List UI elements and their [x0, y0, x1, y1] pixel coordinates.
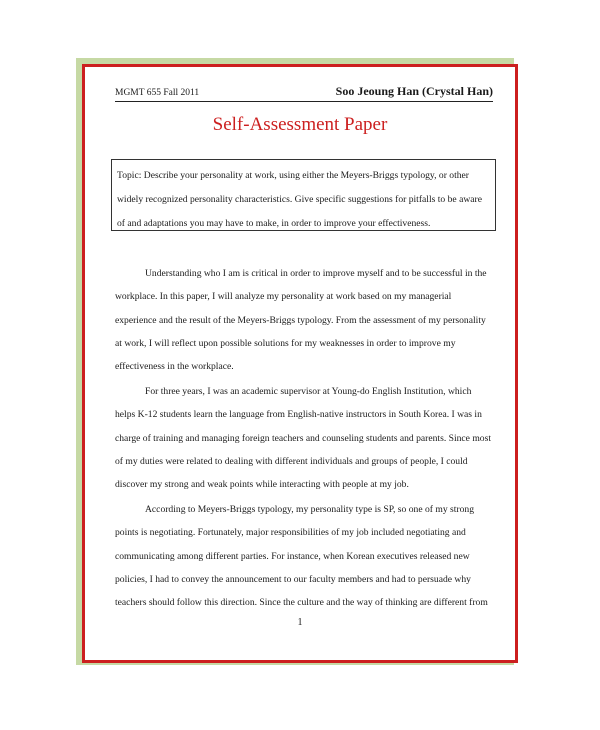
course-label: MGMT 655 Fall 2011	[115, 88, 200, 98]
page-title: Self-Assessment Paper	[212, 114, 388, 135]
page-number: 1	[297, 617, 303, 628]
document-page	[82, 64, 518, 663]
topic-box: Topic: Describe your personality at work, using either the Meyers-Briggs typology, or other widely recognized personality characteristics. Give specific suggestions for pitfalls to be aware of and adaptations you may have to make, in order to improve your effectiveness.	[111, 159, 496, 231]
author-name: Soo Jeoung Han (Crystal Han)	[335, 84, 493, 98]
paragraph-3: According to Meyers-Briggs typology, my personality type is SP, so one of my strong points is negotiating. Fortunately, major responsibilities of my job included negotiating and communicating among different parties. For instance, when Korean executives released new policies, I had to convey the announcement to our faculty members and had to persuade why teachers should follow this direction. Since the culture and the way of thinking are different from	[115, 504, 488, 609]
page-header	[115, 81, 493, 102]
paragraph-1: Understanding who I am is critical in order to improve myself and to be successful in the workplace. In this paper, I will analyze my personality at work based on my managerial experience and the result of the Meyers-Briggs typology. From the assessment of my personality at work, I will reflect upon possible solutions for my weaknesses in order to improve my effectiveness in the workplace.	[115, 268, 487, 373]
paragraph-2: For three years, I was an academic supervisor at Young-do English Institution, which helps K-12 students learn the language from English-native instructors in South Korea. I was in charge of training and managing foreign teachers and counseling students and parents. Since most of my duties were related to dealing with different individuals and groups of people, I could discover my strong and weak points while interacting with people at my job.	[115, 386, 492, 491]
